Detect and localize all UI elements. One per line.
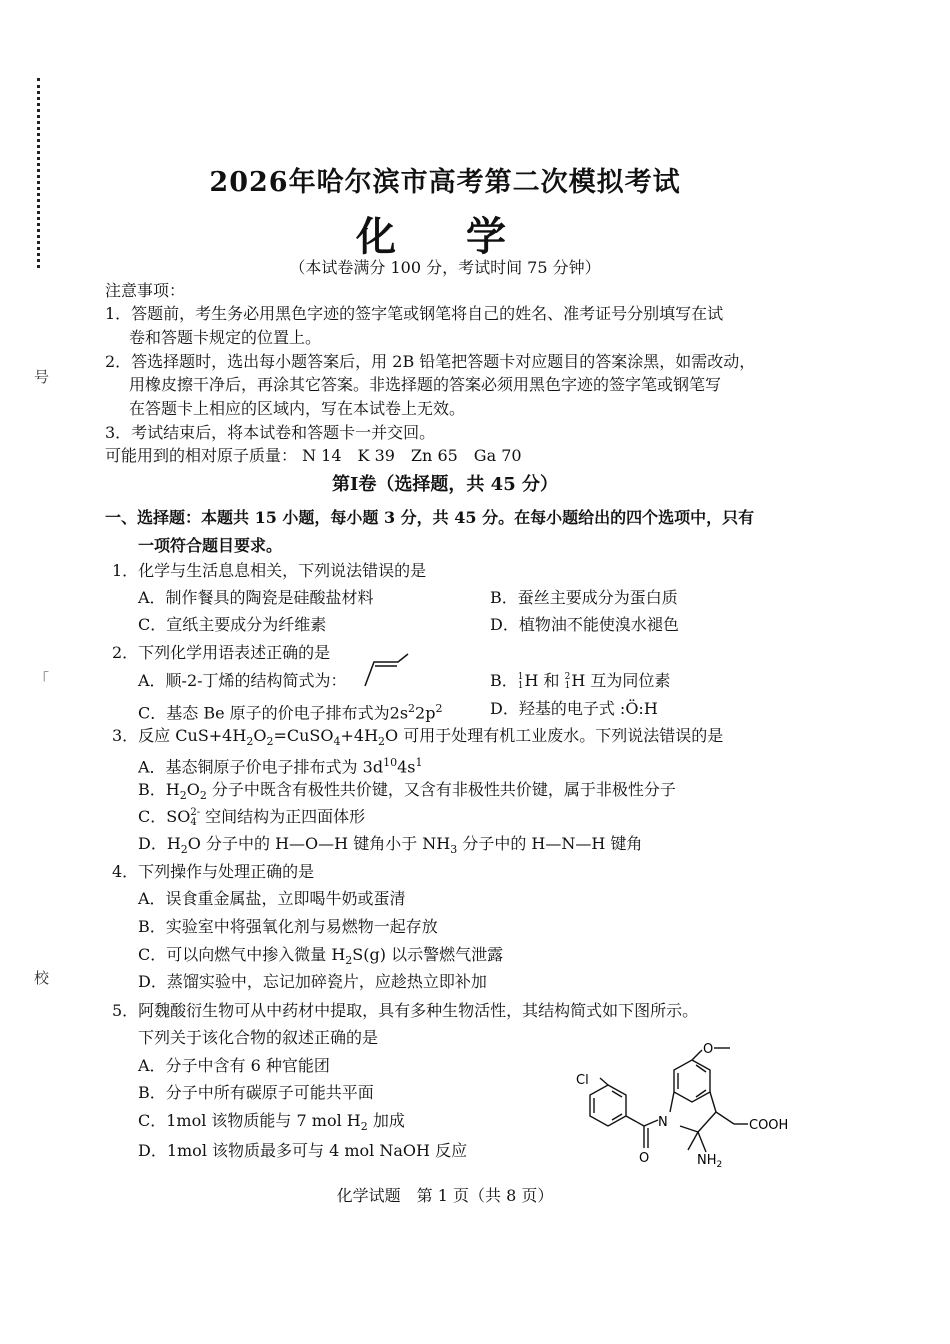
exam-title: 2026年哈尔滨市高考第二次模拟考试 bbox=[209, 167, 681, 198]
notes-heading: 注意事项： bbox=[105, 281, 186, 300]
section-title: 第Ⅰ卷（选择题，共 45 分） bbox=[331, 474, 558, 495]
q4-option-d: D．蒸馏实验中，忘记加碎瓷片，应趁热立即补加 bbox=[138, 972, 487, 991]
question-4-stem: 4．下列操作与处理正确的是 bbox=[112, 862, 315, 881]
q1-option-c: C．宣纸主要成分为纤维素 bbox=[138, 615, 327, 634]
struct-label-cl: Cl bbox=[576, 1073, 589, 1088]
q3-option-a: A．基态铜原子价电子排布式为 $3d^{10}4s^1$ bbox=[138, 756, 423, 777]
q1-option-d: D．植物油不能使溴水褪色 bbox=[490, 615, 679, 634]
ferulic-acid-derivative-structure bbox=[570, 1040, 800, 1175]
q2-option-a-text: A．顺-2-丁烯的结构简式为： bbox=[138, 671, 347, 690]
question-5-stem-cont: 下列关于该化合物的叙述正确的是 bbox=[138, 1028, 379, 1047]
q3-option-d: D．$H_2O$ 分子中的 H—O—H 键角小于 $NH_3$ 分子中的 H—N—H 键角 bbox=[138, 834, 643, 857]
note-3: 3．考试结束后，将本试卷和答题卡一并交回。 bbox=[105, 423, 436, 442]
struct-label-o-carbonyl: O bbox=[639, 1151, 650, 1166]
q2-option-d: D．羟基的电子式 :Ö:H bbox=[490, 699, 658, 718]
subject-title: 化 学 bbox=[356, 213, 534, 260]
struct-label-cooh: COOH bbox=[749, 1118, 789, 1133]
q5-option-d: D．1mol 该物质最多可与 4 mol NaOH 反应 bbox=[138, 1141, 468, 1160]
q2-option-c: C．基态 Be 原子的价电子排布式为$2s^22p^2$ bbox=[138, 702, 443, 723]
atomic-masses: 可能用到的相对原子质量： N 14 K 39 Zn 65 Ga 70 bbox=[105, 446, 522, 465]
question-1-stem: 1．化学与生活息息相关，下列说法错误的是 bbox=[112, 561, 427, 580]
q3-option-c: C．SO2- 4 空间结构为正四面体形 bbox=[138, 806, 366, 828]
note-2-cont: 用橡皮擦干净后，再涂其它答案。非选择题的答案必须用黑色字迹的签字笔或钢笔写 bbox=[129, 375, 722, 394]
margin-mark: 「 bbox=[34, 670, 50, 688]
q1-option-a: A．制作餐具的陶瓷是硅酸盐材料 bbox=[138, 588, 374, 607]
q4-option-c: C．可以向燃气中掺入微量 $H_2S(g)$ 以示警燃气泄露 bbox=[138, 945, 504, 968]
q2-option-a bbox=[138, 670, 347, 692]
q1-option-b: B．蚕丝主要成分为蛋白质 bbox=[490, 588, 678, 607]
margin-mark: 号 bbox=[34, 368, 50, 386]
q5-option-b: B．分子中所有碳原子可能共平面 bbox=[138, 1083, 374, 1102]
struct-label-o-methoxy: O bbox=[703, 1042, 714, 1057]
score-info: （本试卷满分 100 分，考试时间 75 分钟） bbox=[289, 258, 601, 277]
question-5-stem: 5．阿魏酸衍生物可从中药材中提取，具有多种生物活性，其结构简式如下图所示。 bbox=[112, 1001, 699, 1020]
cis-2-butene-structure bbox=[362, 652, 412, 690]
q5-option-c: C．1mol 该物质能与 7 mol $H_2$ 加成 bbox=[138, 1111, 405, 1134]
hydroxyl-electron-formula: :Ö:H bbox=[619, 699, 658, 718]
note-2-cont2: 在答题卡上相应的区域内，写在本试卷上无效。 bbox=[129, 399, 466, 418]
question-3-stem: 3．反应 $CuS+4H_2O_2=CuSO_4+4H_2O$ 可用于处理有机工业废水。下列说法错误的是 bbox=[112, 726, 724, 749]
q4-option-b: B．实验室中将强氧化剂与易燃物一起存放 bbox=[138, 917, 438, 936]
q2-option-b: B．1 1H 和 2 1H 互为同位素 bbox=[490, 671, 671, 691]
struct-label-nh2: $NH_2$ bbox=[697, 1153, 723, 1170]
page-footer: 化学试题 第 1 页（共 8 页） bbox=[336, 1186, 554, 1205]
part-instructions-cont: 一项符合题目要求。 bbox=[138, 536, 283, 555]
note-1: 1．答题前，考生务必用黑色字迹的签字笔或钢笔将自己的姓名、准考证号分别填写在试 bbox=[105, 304, 724, 323]
note-2: 2．答选择题时，选出每小题答案后，用 2B 铅笔把答题卡对应题目的答案涂黑，如需改动， bbox=[105, 352, 756, 371]
note-1-cont: 卷和答题卡规定的位置上。 bbox=[129, 328, 322, 347]
q4-option-a: A．误食重金属盐，立即喝牛奶或蛋清 bbox=[138, 889, 406, 908]
q5-option-a: A．分子中含有 6 种官能团 bbox=[138, 1056, 330, 1075]
struct-label-n: N bbox=[658, 1115, 668, 1130]
margin-mark: 校 bbox=[34, 969, 50, 987]
question-2-stem: 2．下列化学用语表述正确的是 bbox=[112, 643, 331, 662]
part-instructions: 一、选择题：本题共 15 小题，每小题 3 分，共 45 分。在每小题给出的四个选项中，只有 bbox=[105, 508, 755, 527]
q3-option-b: B．$H_2O_2$ 分子中既含有极性共价键，又含有非极性共价键，属于非极性分子 bbox=[138, 780, 676, 803]
